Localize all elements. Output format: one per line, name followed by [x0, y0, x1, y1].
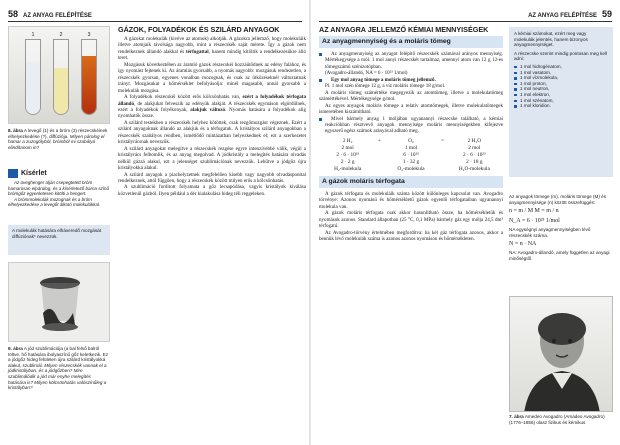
iodine-sublimation-photo — [8, 262, 110, 342]
figure8-caption-number: 8. ábra — [8, 128, 23, 133]
reaction-cell — [436, 152, 450, 159]
reaction-cell: 2 · 18 g — [466, 158, 483, 165]
left-running-head — [8, 8, 303, 20]
reaction-cell — [436, 145, 450, 152]
reaction-cell: 2 · 2 g — [340, 158, 355, 165]
left-running-title: AZ ANYAG FELÉPÍTÉSE — [23, 13, 92, 19]
tube-label-2: 2 — [59, 32, 63, 38]
formula-footnote: NA: Avogadro-állandó, amely független az anyagi minőségtől. — [509, 250, 610, 261]
bullet-molar-mass: Egy mol anyag tömege a moláris tömeg jellemző. — [319, 77, 503, 83]
right-main-column — [319, 25, 503, 243]
left-header-rule — [8, 21, 302, 22]
formula-note: NA egységnyi anyagmennyiségben lévő részecskék száma. — [509, 227, 591, 238]
section-heading-quantities: AZ ANYAGRA JELLEMZŐ KÉMIAI MENNYISÉGEK — [319, 25, 489, 34]
sidebar-list-title: A részecske szerint mindig pontosan meg kell adni: — [514, 50, 607, 62]
experiment-text-2: A brómmolekulák mozognak és a bróm elhelyezkedése a levegőt álkotó molekulákkal. — [8, 196, 101, 208]
section-heading-states: GÁZOK, FOLYADÉKOK ÉS SZILÁRD ANYAGOK — [118, 25, 280, 34]
reaction-table — [323, 138, 499, 173]
diffusion-note: A molekulák hatására elháveredő mozgását diffúziónak* nevezzük. — [8, 225, 110, 255]
sidebar-intro: A kémiai számokat, ezért meg vagy molekulák jelentés, hanem bizonyos anyagmennyiséget. — [514, 31, 588, 48]
reaction-cell: 2 mol — [341, 144, 354, 151]
reaction-cell — [372, 152, 386, 159]
paragraph-avogadro-law: A gázok térfogata és molekuláik száma között különleges kapcsolat van. Avogadro törvénye: Azonos nyomású és hőmérsékletű gázok egyenlő térfogataiban ugyanannyi molekula van. — [319, 190, 503, 210]
subsection-title-mole: Az anyagmennyiség és a moláris tömeg — [319, 36, 503, 48]
formula-particles: N = n · NA — [509, 241, 537, 248]
figure8-caption-question: Milyen párolog el hamar a zuzogólyból, brómból mi szabályá elindítanom in? — [8, 133, 105, 150]
bullet-reaction-ratio: Mivel bármely anyag 1 móljában ugyanannyi részecske található, a kémiai reakciókban résztvevő anyagok mennyisége moláris mennyiségekben kifejezve egyszerű egész számok arányával adható meg. — [319, 116, 503, 135]
portrait-icon — [510, 297, 613, 412]
reaction-cell: 1 · 32 g — [402, 158, 420, 165]
formula-avogadro: N_A = 6 · 10²³ 1/mol — [509, 218, 560, 225]
particle-list-box — [509, 27, 613, 177]
paragraph-avogadro-inverse: Az Avogadro-törvény értelmében megfordítva: ha két gáz térfogata azonos, akkor a bennük lévő molekulák száma is azonos azonos nyomáson és hőmérsékleten. — [319, 229, 503, 243]
test-tube-1 — [25, 32, 41, 115]
left-page — [0, 0, 309, 445]
reaction-cell: 2 H₂ — [342, 137, 353, 144]
reaction-cell — [372, 145, 386, 152]
figure9-caption-text: A jód szublimációja (a bal felső balról töltve, hő hatására ibolyaszínű gőz keletkezik. Ez a jódgőz hideg felületen újra szilárd kristályokká alakul, szublimál. — [8, 346, 109, 368]
reaction-cell: 6 · 10²³ — [403, 151, 419, 158]
tube-label-1: 1 — [31, 32, 35, 38]
reaction-cell: = — [441, 137, 445, 144]
test-tube-3 — [81, 32, 97, 115]
reaction-cell — [372, 159, 386, 166]
paragraph-sublimation: A szilárd anyagokat melegítve a részecskék rezgése egyre intenzívebbé válik, végül a kristályrács felbomlik, és az anyag megolvad. A jódkristály a melegítés hatására olvadás nélkül gázzá alakul, ezt a jelenséget szublimációnak nevezzük. Lehűtve a jódgőz újra kristályokká alakul. — [118, 145, 306, 172]
bullet-amount-of-substance: Az anyagmennyiség az anyagot felépítő részecskék számával arányos mennyiség. Mértékegysége a mól. 1 mol annyi részecskét tartalmaz, amennyi atom van 12 g 12-es tömegszámú szénizotópban. — [319, 51, 503, 70]
left-page-number: 58 — [8, 9, 19, 19]
right-running-head — [319, 8, 612, 20]
paragraph-gas-motion: Mozgásuk következtében az áramló gázok részecskéi hozzáütődnek az edény falához, és így nyomást fejtenek ki. Az áramlás gyorsabb, a nyomás nagyobb: mozgásuk rendezetlen, a részecskék gyorsan, egyenes vonalban mozognak, és csak az ütközéseknél változtatnak irányt. Mozgásukat a hőmérséklet befolyásolja: minél magasabb, annál gyorsabb a molekulák mozgása. — [118, 61, 306, 94]
reaction-cell: H₂O-molekula — [458, 165, 490, 172]
list-item: 1 mol neutron, — [514, 86, 608, 92]
reaction-cell: H₂-molekula — [334, 165, 362, 172]
reaction-cell: 2 mol — [468, 144, 481, 151]
paragraph-gases: A gázokat molekulák (kivéve az atomok) alkotják. A gázokra jellemző, hogy molekuláik illetve atomjaik távolsága nagyobb, mint a részecskék saját mérete. Így a gázok nem rendelkeznek állandó alakkal és térfogattal, hanem mindig kitöltik a rendelkezésükre álló teret. — [118, 36, 307, 62]
reaction-cell: O₂ — [408, 137, 414, 144]
reaction-cell: O₂-molekula — [397, 165, 425, 172]
particle-list — [514, 64, 608, 109]
paragraph-melting: A szilárd anyagok a piachelyzetnek megfelelően kisebb vagy nagyobb olvadásponttal rendelkeznek, attól függően, hogy a részecskék között milyen erős a kölcsönhatás. — [118, 171, 306, 184]
list-item: 1 mol hidrogénatom, — [514, 64, 608, 70]
list-item: 1 mol vízmolekula, — [514, 75, 608, 81]
reaction-cell — [372, 166, 386, 173]
paragraph-solids: A szilárd testekben a részecskék helyhez kötöttek, csak rezgőmozgást végeznek. Ezért a szilárd anyagoknak állandó az alakjuk és a térfogatuk. A kristályos szilárd anyagokban a részecskék szabályos rendben, ismétlődő mintázatban helyezkednek el; ezt a szerkezetet kristályrácsnak nevezzük. — [118, 119, 306, 146]
reaction-cell — [436, 166, 450, 173]
reaction-cell: 1 mol — [404, 144, 418, 151]
avogadro-constant: (Avogadro-állandó, NA = 6 · 10²³ 1/mol) — [325, 70, 408, 77]
paragraph-deposition: A szublimáció forditott folyamata a gőz lecsapódása, vagyis kristályok kiválása közvetlenül gázból. Ilyen például a dér kialakulása hideg téli reggeleken. — [118, 184, 306, 197]
portrait-caption — [509, 414, 613, 425]
portrait-caption-number: 7. ábra — [509, 414, 524, 419]
tube-label-3: 3 — [87, 32, 91, 38]
experiment-text-1: Az üveghenger alján csepegtetett bróm hamarosan elpárolog, és a kísérletező barna színű brómgőz egyenletesen kitölti a hengert. — [8, 180, 110, 197]
paragraph-molar-mass-calc: Az egyes anyagok moláris tömege a relatív atomtömegek, illetve molekulatömegek ismeretében kiszámítható. — [319, 102, 503, 116]
right-page — [311, 0, 620, 445]
portrait-caption-text: Amedeo Avogadro (Amadeo Avogadro) (1776–1856) olasz fizikus és kémikus — [509, 414, 605, 425]
experiment-icon — [8, 169, 18, 178]
avogadro-portrait — [509, 296, 613, 412]
right-header-rule — [319, 21, 612, 22]
subsection-title-molar-volume: A gázok moláris térfogata — [319, 176, 503, 188]
figure8-caption-text: A levegő (1) és a bróm (3) részecskéinek elhelyezkedése (?), diffúziója. — [8, 128, 108, 139]
reaction-cell: 2 · 6 · 10²³ — [463, 151, 486, 158]
paragraph-liquids: A folyadékok részecskéi között erős kölcsönhatás van, ezért a folyadékok térfogata állandó, de alakjukat felveszik az edényük alakját. A részecskék egymáson elgördülnek, ezért a folyadékok folyékonyak, alakjuk változó. Nyomás hatására a folyadékok alig nyomhatók össze. — [118, 94, 306, 120]
iodine-crystals-icon — [31, 273, 89, 333]
list-item: 1 mol elektron, — [514, 92, 608, 98]
paragraph-molar-mass-value: A moláris tömeg számértéke megegyezik az atomtömeg, illetve a molekulatömeg számértékével. Mértékegysége g/mol. — [319, 89, 503, 103]
list-item: 1 mol proton, — [514, 81, 608, 87]
right-page-number: 59 — [601, 9, 612, 19]
left-main-column — [118, 25, 306, 197]
reaction-cell: 2 H₂O — [467, 137, 482, 144]
figure8-caption — [8, 128, 110, 150]
right-running-title: AZ ANYAG FELÉPÍTÉSE — [528, 13, 597, 19]
figure9-caption-question: Milyen részecskék vannak el a jódkristályban, és a jódgőzben? Mire szublimálódik a jód már enyhe melegítés hatására is? Milyen kölcsönhatás valószínűleg a kristályban? — [8, 362, 107, 391]
formula-box — [509, 194, 613, 290]
formula-moles: n = m / M M = m / n — [509, 208, 559, 215]
reaction-cell: 2 · 6 · 10²³ — [336, 151, 359, 158]
molar-mass-example: Pl. 1 mol szén tömege 12 g, a víz moláris tömege 18 g/mol. — [325, 83, 446, 90]
experiment-box — [8, 168, 110, 208]
list-item: 1 mol vasatom, — [514, 70, 608, 76]
reaction-cell — [436, 159, 450, 166]
figure9-caption-number: 9. ábra — [8, 346, 23, 351]
paragraph-standard-state: A gázok moláris térfogata csak akkor hasonlítható össze, ha hőmérsékletük és nyomásuk azonos. Standard állapotban (25 °C, 0,1 MPa) bármely gáz egy mólja 24,5 dm³ térfogatú. — [319, 210, 503, 230]
reaction-cell: + — [377, 137, 381, 144]
list-item: 1 mol kloridion. — [514, 103, 608, 109]
test-tubes-photo — [8, 26, 110, 124]
experiment-title: Kísérlet — [8, 168, 110, 178]
test-tube-2 — [53, 32, 69, 115]
list-item: 1 mol szénatom, — [514, 98, 608, 104]
figure9-caption — [8, 346, 110, 391]
formula-intro: Az anyagok tömege (m), moláris tömege (M) és anyagmennyisége (n) között összefüggés: — [509, 194, 607, 205]
